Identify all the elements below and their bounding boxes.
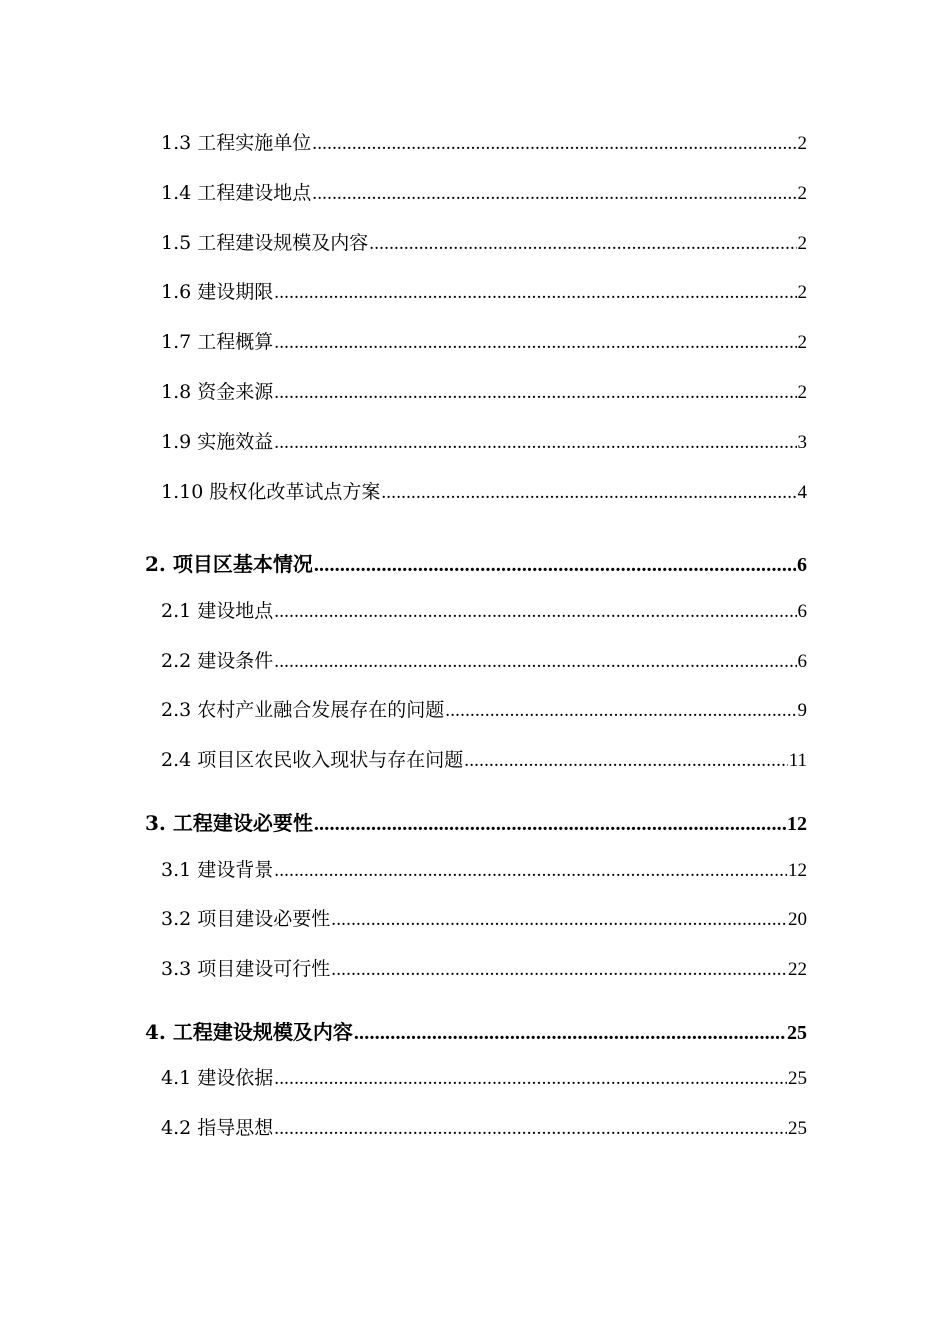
toc-dot-leader <box>312 183 796 205</box>
toc-section-entry[interactable] <box>145 1063 807 1113</box>
toc-section-entry[interactable] <box>145 646 807 696</box>
toc-entry-title: 1.8 资金来源 <box>161 380 274 403</box>
toc-section-entry[interactable] <box>145 954 807 1004</box>
toc-entry-title: 1.3 工程实施单位 <box>161 132 312 154</box>
toc-section-entry[interactable] <box>145 477 807 527</box>
toc-page-number: 9 <box>797 700 807 722</box>
table-of-contents <box>145 128 807 1163</box>
toc-dot-leader <box>354 1022 786 1045</box>
toc-page-number: 11 <box>788 750 807 772</box>
toc-dot-leader <box>274 860 787 882</box>
toc-page-number: 2 <box>797 282 807 304</box>
toc-page-number: 22 <box>788 959 807 981</box>
toc-section-entry[interactable] <box>145 228 807 278</box>
toc-page-number: 2 <box>797 133 807 154</box>
toc-section-entry[interactable] <box>145 904 807 954</box>
toc-page-number: 2 <box>797 332 807 354</box>
toc-entry-title: 3.3 项目建设可行性 <box>161 958 331 981</box>
toc-page-number: 25 <box>788 1068 807 1090</box>
toc-entry-title: 2.1 建设地点 <box>161 599 274 622</box>
toc-dot-leader <box>331 959 787 981</box>
toc-page-number: 6 <box>797 554 807 577</box>
toc-section-entry[interactable] <box>145 327 807 377</box>
toc-entry-title: 2.2 建设条件 <box>161 649 274 672</box>
toc-dot-leader <box>274 1068 787 1090</box>
toc-dot-leader <box>331 909 787 931</box>
toc-section-entry[interactable] <box>145 855 807 905</box>
toc-page-number: 20 <box>788 909 807 931</box>
toc-section-entry[interactable] <box>145 277 807 327</box>
toc-page-number: 2 <box>797 381 807 403</box>
toc-dot-leader <box>274 1118 787 1140</box>
toc-section-entry[interactable] <box>145 377 807 427</box>
toc-entry-title: 1.10 股权化改革试点方案 <box>161 480 381 503</box>
toc-chapter-entry[interactable] <box>145 536 807 596</box>
toc-section-entry[interactable] <box>145 695 807 745</box>
toc-dot-leader <box>274 651 796 673</box>
toc-entry-title: 3.2 项目建设必要性 <box>161 908 331 931</box>
toc-dot-leader <box>445 700 796 722</box>
toc-dot-leader <box>274 332 796 354</box>
toc-entry-title: 2. 项目区基本情况 <box>145 552 313 577</box>
toc-dot-leader <box>274 432 796 454</box>
toc-section-entry[interactable] <box>145 128 807 178</box>
toc-dot-leader <box>274 282 796 304</box>
toc-chapter-entry[interactable] <box>145 795 807 855</box>
toc-entry-title: 4.1 建设依据 <box>161 1067 274 1090</box>
toc-dot-leader <box>314 554 796 577</box>
toc-page-number: 12 <box>788 859 807 881</box>
toc-page-number: 2 <box>797 232 807 254</box>
toc-page-number: 25 <box>787 1021 807 1044</box>
toc-chapter-entry[interactable] <box>145 1004 807 1064</box>
toc-section-entry[interactable] <box>145 178 807 228</box>
toc-dot-leader <box>274 601 796 623</box>
toc-entry-title: 1.5 工程建设规模及内容 <box>161 231 369 254</box>
toc-entry-title: 4.2 指导思想 <box>161 1117 274 1140</box>
toc-entry-title: 2.4 项目区农民收入现状与存在问题 <box>161 749 464 772</box>
toc-page-number: 6 <box>797 650 807 672</box>
toc-entry-title: 1.7 工程概算 <box>161 331 274 354</box>
toc-entry-title: 2.3 农村产业融合发展存在的问题 <box>161 699 445 722</box>
toc-dot-leader <box>464 750 787 772</box>
toc-entry-title: 3.1 建设背景 <box>161 858 274 881</box>
toc-dot-leader <box>369 233 796 255</box>
toc-section-entry[interactable] <box>145 427 807 477</box>
toc-section-entry[interactable] <box>145 596 807 646</box>
toc-section-entry[interactable] <box>145 745 807 795</box>
toc-entry-title: 3. 工程建设必要性 <box>145 811 313 836</box>
toc-entry-title: 4. 工程建设规模及内容 <box>145 1019 353 1044</box>
toc-entry-title: 1.4 工程建设地点 <box>161 181 312 204</box>
toc-page-number: 4 <box>797 481 807 503</box>
toc-dot-leader <box>381 482 796 504</box>
toc-page-number: 25 <box>788 1118 807 1140</box>
toc-dot-leader <box>312 133 796 155</box>
toc-section-entry[interactable] <box>145 1113 807 1163</box>
toc-dot-leader <box>314 813 786 836</box>
toc-page-number: 12 <box>787 813 807 836</box>
toc-entry-title: 1.6 建设期限 <box>161 281 274 304</box>
toc-page-number: 3 <box>797 431 807 453</box>
toc-page-number: 6 <box>797 600 807 622</box>
toc-entry-title: 1.9 实施效益 <box>161 430 274 453</box>
toc-page-number: 2 <box>797 182 807 204</box>
toc-dot-leader <box>274 382 796 404</box>
